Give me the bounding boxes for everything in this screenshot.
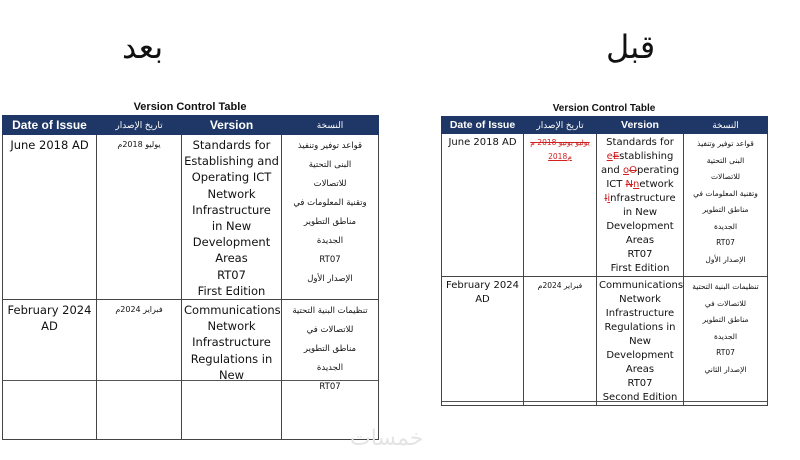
- after-version-table: [2, 115, 379, 440]
- version-text: perating: [636, 165, 680, 176]
- version-line: Areas: [625, 235, 655, 246]
- row2-version-ar: [282, 300, 379, 440]
- version-line: First Edition: [197, 283, 266, 298]
- table-row: [3, 300, 379, 440]
- version-line: Establishing and: [184, 154, 279, 169]
- version-line: First Edition: [610, 263, 670, 274]
- row2-date-ar: فبراير 2024م: [524, 277, 597, 406]
- version-ar-line: الإصدار الثاني: [704, 364, 747, 374]
- row2-date-ar: فبراير 2024م: [97, 300, 182, 440]
- version-line: Development: [606, 350, 674, 361]
- inserted-char: e: [606, 151, 613, 162]
- version-line: [599, 150, 681, 164]
- deleted-char: I: [604, 193, 608, 204]
- version-ar-line: RT07: [319, 255, 341, 265]
- version-line: RT07: [627, 249, 653, 260]
- watermark-logo: خمسات: [350, 426, 424, 451]
- row1-version: [182, 135, 282, 300]
- version-ar-line: البنى التحتية: [308, 160, 352, 170]
- header-date-of-issue-ar: تاريخ الإصدار: [97, 116, 182, 135]
- version-line: Network: [207, 186, 256, 201]
- version-ar-line: للاتصالات: [711, 172, 740, 181]
- version-line: RT07: [217, 267, 246, 282]
- header-date-of-issue: Date of Issue: [3, 116, 97, 135]
- before-table-panel: [441, 102, 767, 402]
- version-line: [599, 178, 681, 192]
- after-table-title: Version Control Table: [133, 101, 247, 113]
- version-ar-line: الإصدار الأول: [705, 254, 746, 264]
- header-version-ar: النسخة: [684, 117, 768, 134]
- version-text: and: [600, 165, 623, 176]
- table-header-row: [3, 116, 379, 135]
- version-ar-line: الجديدة: [713, 221, 738, 231]
- date-line: AD: [41, 319, 58, 334]
- version-line: Regulations in: [190, 351, 273, 366]
- inserted-char: i: [607, 193, 611, 204]
- version-line: Communications: [599, 280, 684, 291]
- deleted-char: N: [625, 179, 634, 190]
- version-line: Regulations in: [604, 322, 676, 333]
- version-ar-line: قواعد توفير وتنفيذ: [697, 139, 754, 148]
- version-line: Infrastructure: [605, 308, 675, 319]
- version-line: New: [629, 336, 651, 347]
- row1-version-ar: [684, 134, 768, 277]
- version-ar-line: RT07: [716, 348, 735, 357]
- version-ar-line: مناطق التطوير: [702, 315, 749, 324]
- version-line: Standards for: [606, 137, 674, 148]
- version-line: [599, 164, 681, 178]
- version-line: Areas: [215, 251, 248, 266]
- version-ar-line: مناطق التطوير: [303, 344, 357, 355]
- version-line: Second Edition: [602, 392, 678, 403]
- version-line: in New: [622, 207, 658, 218]
- version-line: Infrastructure: [192, 202, 271, 217]
- date-line: AD: [475, 294, 490, 305]
- version-line: Network: [619, 294, 661, 305]
- version-text: nfrastructure: [610, 193, 676, 204]
- header-date-of-issue: Date of Issue: [442, 117, 524, 134]
- table-row: [442, 277, 768, 406]
- version-line: Operating ICT: [191, 170, 272, 185]
- deleted-char: E: [612, 151, 620, 162]
- date-line: February 2024: [446, 280, 519, 291]
- row1-version: [597, 134, 684, 277]
- version-line: Standards for: [192, 138, 271, 152]
- version-ar-line: وتقنية المعلومات في: [293, 198, 367, 208]
- version-line: Communications: [184, 303, 281, 318]
- date-line: February 2024: [7, 303, 92, 318]
- before-version-table: [441, 116, 768, 406]
- version-ar-line: وتقنية المعلومات في: [693, 188, 758, 198]
- version-ar-line: مناطق التطوير: [702, 205, 749, 214]
- row2-version: [597, 277, 684, 406]
- version-ar-line: للاتصالات في: [306, 325, 354, 336]
- version-ar-line: مناطق التطوير: [303, 217, 357, 227]
- version-line: Development: [192, 235, 271, 250]
- inserted-char: o: [622, 165, 630, 176]
- row1-date-ar: يوليو 2018م: [97, 135, 182, 300]
- version-ar-line: الإصدار الأول: [307, 274, 353, 284]
- row1-date-ar: [524, 134, 597, 277]
- row1-date: June 2018 AD: [3, 135, 97, 300]
- row1-date: June 2018 AD: [442, 134, 524, 277]
- version-text: ICT: [606, 179, 626, 190]
- version-ar-line: الجديدة: [316, 363, 344, 374]
- row2-version-ar: [684, 277, 768, 406]
- table-row: [3, 135, 379, 300]
- table-row: [442, 134, 768, 277]
- version-ar-line: البنى التحتية: [706, 155, 745, 165]
- after-heading: بعد: [122, 28, 164, 66]
- row2-date: [3, 300, 97, 440]
- version-line: [599, 192, 681, 206]
- inserted-date-ar: م2018: [548, 152, 572, 161]
- after-table-panel: [2, 100, 378, 393]
- header-version-ar: النسخة: [282, 116, 379, 135]
- row1-version-ar: [282, 135, 379, 300]
- row2-date: [442, 277, 524, 406]
- table-header-row: [442, 117, 768, 134]
- version-ar-line: RT07: [716, 238, 735, 247]
- version-ar-line: للاتصالات: [313, 179, 347, 189]
- version-line: Areas: [625, 364, 655, 375]
- version-line: in New: [211, 219, 252, 234]
- version-line: Infrastructure: [192, 335, 271, 350]
- before-table-title: Version Control Table: [552, 103, 656, 114]
- deleted-char: O: [629, 165, 637, 176]
- version-line: New: [218, 367, 245, 382]
- row2-version: [182, 300, 282, 440]
- version-ar-line: للاتصالات في: [704, 298, 747, 308]
- version-text: stablishing: [619, 151, 674, 162]
- deleted-date-ar: يوليو يونيو 2018 م: [530, 138, 590, 147]
- before-heading: قبل: [606, 28, 656, 66]
- version-line: RT07: [627, 378, 653, 389]
- version-text: etwork: [639, 179, 674, 190]
- version-ar-line: RT07: [319, 382, 341, 393]
- version-ar-line: تنظيمات البنية التحتية: [692, 282, 759, 291]
- header-version: Version: [597, 117, 684, 134]
- version-ar-line: الجديدة: [713, 331, 738, 341]
- version-line: Network: [207, 319, 256, 334]
- version-ar-line: تنظيمات البنية التحتية: [292, 306, 368, 317]
- header-version: Version: [182, 116, 282, 135]
- version-line: Development: [606, 221, 674, 232]
- inserted-char: n: [633, 179, 640, 190]
- version-ar-line: الجديدة: [316, 236, 344, 246]
- version-ar-line: قواعد توفير وتنفيذ: [297, 141, 363, 151]
- header-date-of-issue-ar: تاريخ الإصدار: [524, 117, 597, 134]
